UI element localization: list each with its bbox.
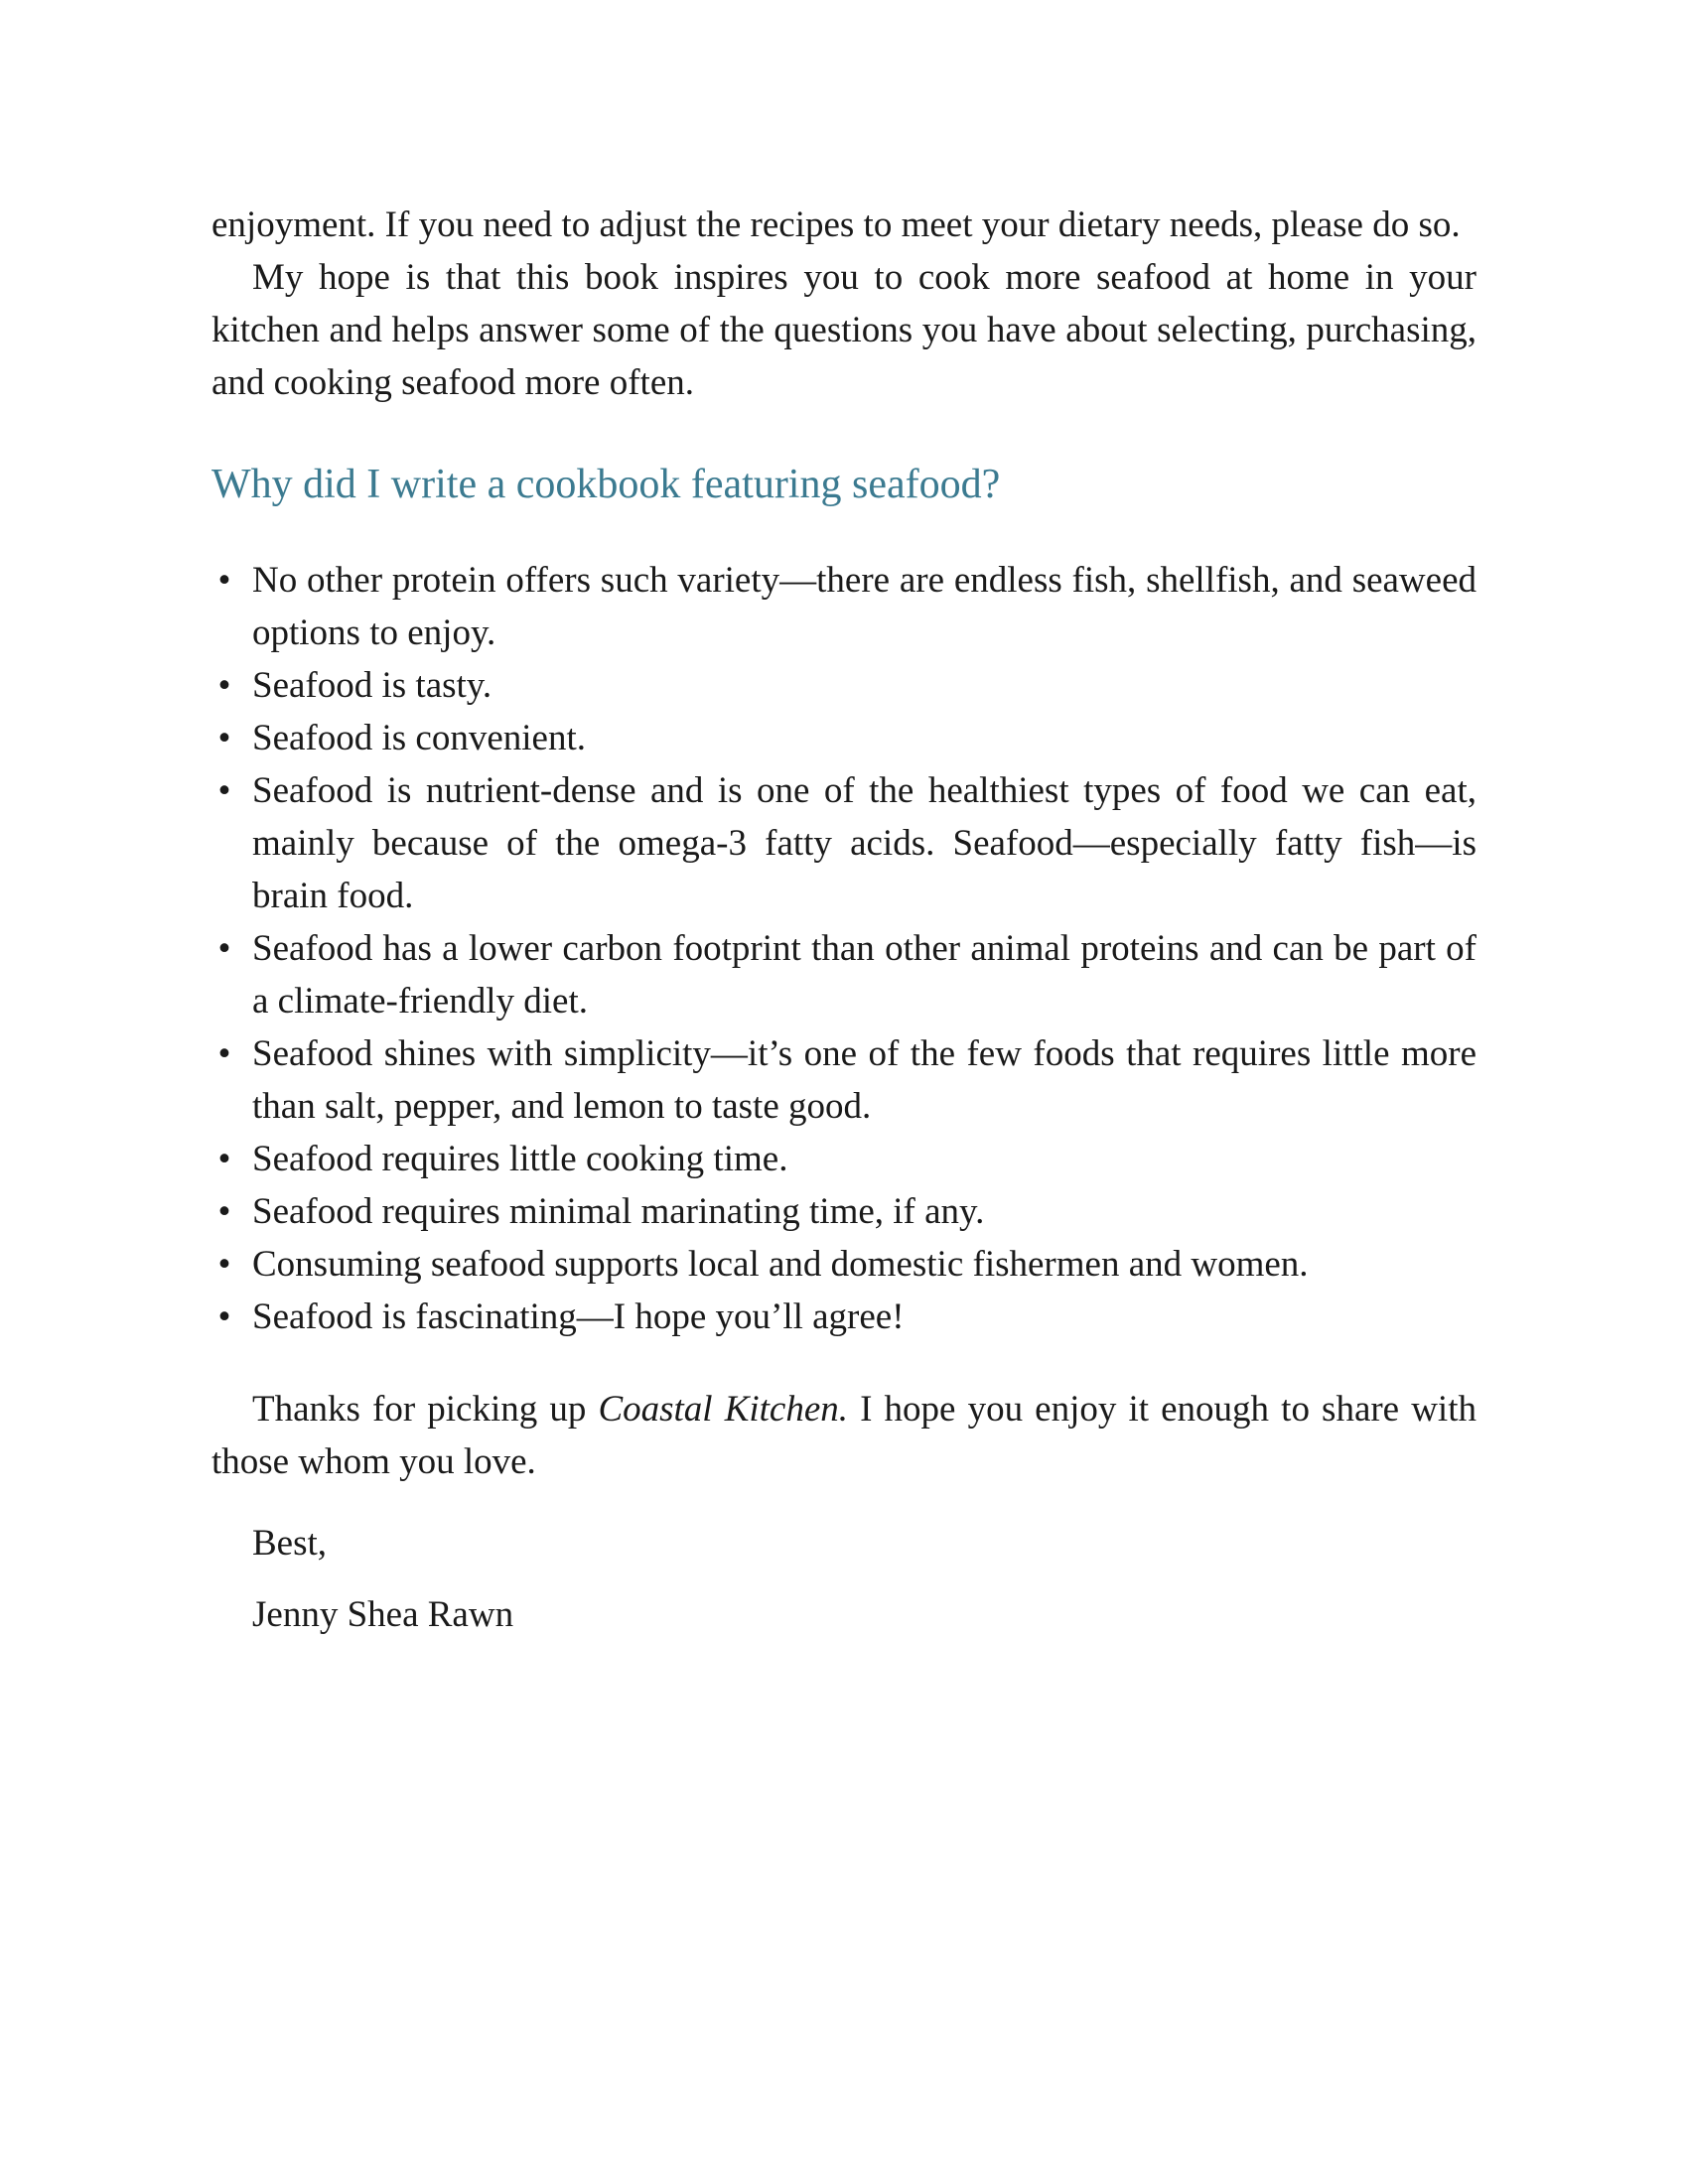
bullet-icon: • xyxy=(217,560,231,601)
document-page xyxy=(211,199,1477,1651)
bullet-icon: • xyxy=(217,1033,231,1074)
bullet-icon: • xyxy=(217,665,231,706)
bullet-icon: • xyxy=(217,770,231,811)
bullet-icon: • xyxy=(217,1191,231,1232)
list-item xyxy=(211,712,1477,764)
reasons-list xyxy=(211,554,1477,1343)
list-item xyxy=(211,659,1477,712)
closing-paragraph xyxy=(211,1383,1477,1488)
bullet-icon: • xyxy=(217,1244,231,1285)
bullet-icon: • xyxy=(217,1139,231,1179)
list-item xyxy=(211,1238,1477,1291)
list-item xyxy=(211,1185,1477,1238)
bullet-icon: • xyxy=(217,718,231,758)
signoff-greeting: Best, xyxy=(252,1523,328,1564)
bullet-icon: • xyxy=(217,928,231,969)
list-item-text: Seafood requires minimal marinating time, if any. xyxy=(252,1191,985,1232)
list-item xyxy=(211,1133,1477,1185)
bullet-icon: • xyxy=(217,1297,231,1337)
intro-paragraph-1: enjoyment. If you need to adjust the recipes to meet your dietary needs, please do so. xyxy=(211,205,1461,245)
list-item-text: Seafood requires little cooking time. xyxy=(252,1139,788,1179)
list-item xyxy=(211,554,1477,659)
list-item-text: Consuming seafood supports local and domestic fishermen and women. xyxy=(252,1244,1309,1285)
signature-block xyxy=(211,1508,1477,1651)
list-item xyxy=(211,1027,1477,1133)
list-item xyxy=(211,1291,1477,1343)
list-item-text: No other protein offers such variety—there are endless fish, shellfish, and seaweed options to enjoy. xyxy=(252,560,1477,653)
list-item xyxy=(211,922,1477,1027)
book-title: Coastal Kitchen. xyxy=(598,1389,849,1430)
list-item-text: Seafood has a lower carbon footprint than other animal proteins and can be part of a climate-friendly diet. xyxy=(252,928,1477,1022)
author-name: Jenny Shea Rawn xyxy=(252,1594,514,1635)
list-item-text: Seafood is convenient. xyxy=(252,718,586,758)
closing-text-end: I hope you enjoy it enough to share with those whom you love. xyxy=(211,1389,1477,1482)
list-item-text: Seafood shines with simplicity—it’s one of the few foods that requires little more than salt, pepper, and lemon to taste good. xyxy=(252,1033,1477,1127)
list-item-text: Seafood is nutrient-dense and is one of the healthiest types of food we can eat, mainly because of the omega-3 fatty acids. Seafood—especially fatty fish—is brain food. xyxy=(252,770,1477,916)
list-item xyxy=(211,764,1477,922)
intro-paragraph-2: My hope is that this book inspires you to cook more seafood at home in your kitchen and helps answer some of the questions you have about selecting, purchasing, and cooking seafood more often. xyxy=(211,257,1477,403)
section-heading: Why did I write a cookbook featuring seafood? xyxy=(211,462,1001,507)
list-item-text: Seafood is fascinating—I hope you’ll agree! xyxy=(252,1297,905,1337)
closing-text-start: Thanks for picking up xyxy=(252,1389,599,1430)
list-item-text: Seafood is tasty. xyxy=(252,665,492,706)
